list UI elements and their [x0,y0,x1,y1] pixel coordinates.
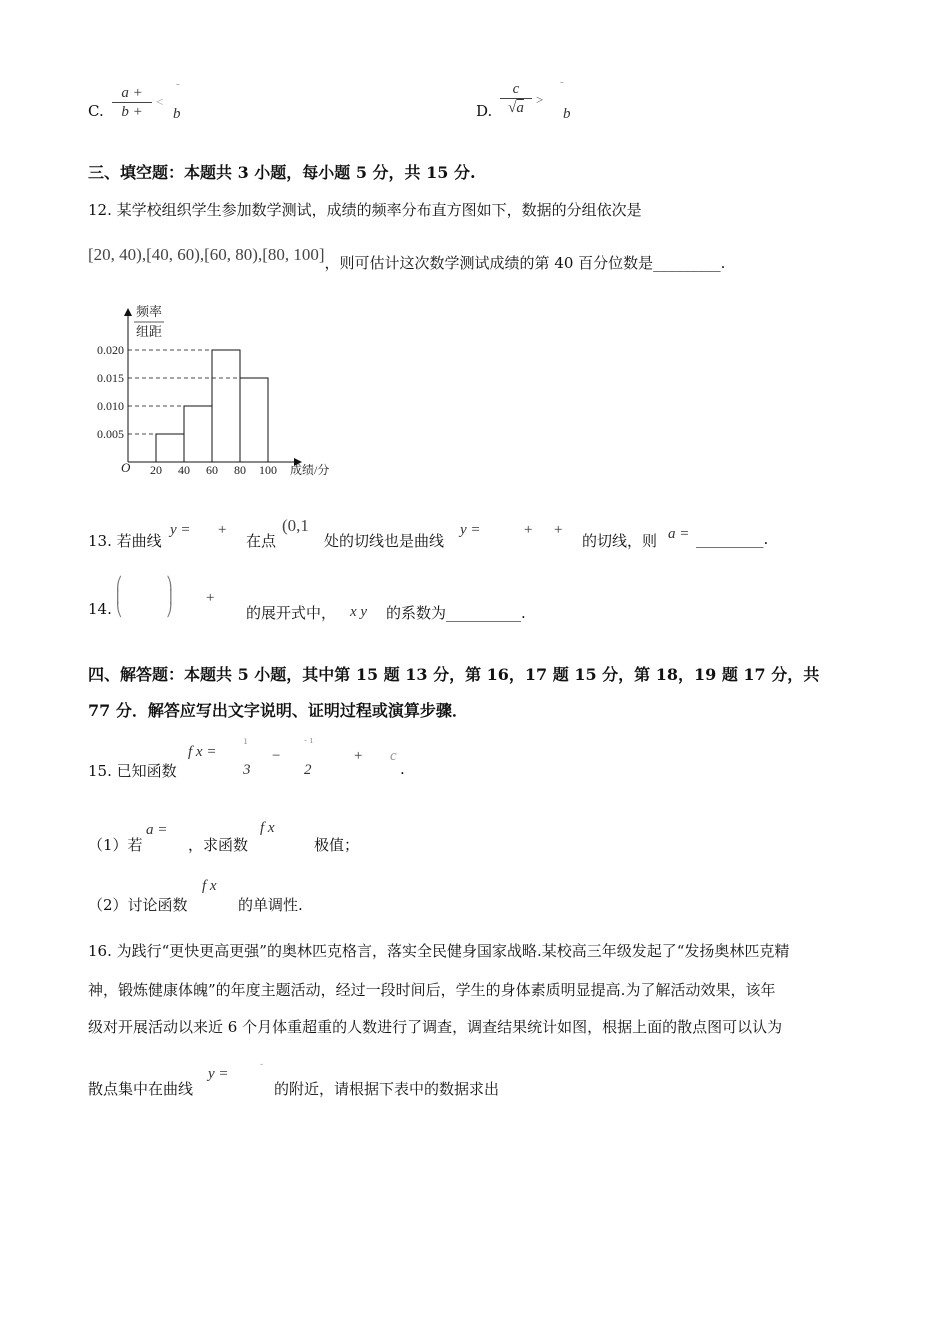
q15-part1-prefix: （1）若 [88,836,143,854]
q13-curve-1: y = [170,522,191,538]
q15 [88,736,788,786]
histogram-chart [88,302,348,482]
x-tick-label: 20 [150,463,162,477]
q14-expansion-text: 的展开式中， [246,604,337,622]
q16-line2: 神，锻炼健康体魄”的年度主题活动，经过一段时间后，学生的身体素质明显提高.为了解活动效果，该年 [88,981,776,999]
section-4-heading-line1: 四、解答题：本题共 5 小题，其中第 15 题 13 分，第 16，17 题 15 分，第 18，19 题 17 分，共 [88,665,820,684]
q13-answer-blank: _________. [696,530,769,548]
histogram-bar [212,350,240,462]
option-d-right-bottom: b [563,106,571,122]
option-c-label: C. [88,102,104,120]
q12-question: ，则可估计这次数学测试成绩的第 40 百分位数是_________. [324,254,726,272]
origin-label: O [121,460,131,475]
q15-prefix: 15. 已知函数 [88,762,177,780]
q13-curve-2: y = [460,522,481,538]
option-d-denominator: √a [508,100,524,116]
q14-answer-blank: 的系数为__________. [386,604,526,622]
section-4-heading-line2: 77 分．解答应写出文字说明、证明过程或演算步骤． [88,701,468,720]
q15-part2-prefix: （2）讨论函数 [88,896,188,914]
q15-minus: − [272,748,281,764]
q14-left-paren-icon: ⎛ ⎜ ⎝ [116,577,123,618]
q15-denominator-2: 2 [304,762,312,778]
q13 [88,516,848,560]
q15-part1-f: f x [260,820,275,836]
q12-line1: 12. 某学校组织学生参加数学测试，成绩的频率分布直方图如下，数据的分组依次是 [88,201,642,219]
option-c-right-bottom: b [173,106,181,122]
option-d-numerator: c [500,80,532,99]
y-tick-label: 0.015 [97,371,124,385]
q16-line3: 级对开展活动以来近 6 个月体重超重的人数进行了调查，调查结果统计如图，根据上面的散点图可以认为 [88,1018,783,1036]
q13-plus-2: + [524,522,533,538]
q12-groups: [20, 40),[40, 60),[60, 80),[80, 100] [88,245,325,264]
q14 [88,576,788,626]
x-tick-label: 100 [259,463,277,477]
q15-part2-f: f x [202,878,217,894]
q16-curve-exponent-icon: - [260,1060,264,1070]
y-axis-label-top: 频率 [136,304,163,319]
option-c-numerator: a + [112,84,152,103]
option-c-relation: < [156,94,164,109]
option-d-label: D. [476,102,493,120]
q15-denominator-1: 3 [243,762,251,778]
histogram-bars [128,350,268,462]
q13-a: a = [668,526,690,542]
q14-xy: x y [350,604,368,620]
q15-plus: + [354,748,363,764]
option-d-relation: > [536,92,544,107]
sqrt-icon: √ [508,100,517,116]
x-tick-label: 80 [234,463,246,477]
q13-at-point: 在点 [246,532,277,550]
q15-function: f x = [188,744,217,760]
q13-point: (0,1 [282,516,309,535]
x-tick-label: 40 [178,463,190,477]
section-3-heading: 三、填空题：本题共 3 小题，每小题 5 分，共 15 分. [88,163,476,182]
histogram-bar [156,434,184,462]
q13-plus-3: + [554,522,563,538]
option-c-denominator: b + [121,104,143,120]
option-c-fraction [112,84,152,121]
y-axis-label-bottom: 组距 [136,324,163,339]
q15-part1 [88,820,588,860]
q15-part1-mid: ，求函数 [188,836,249,854]
q14-right-paren-icon: ⎞ ⎟ ⎠ [166,577,173,618]
q15-part2 [88,878,588,918]
q13-tangent-text: 处的切线也是曲线 [324,532,445,550]
q13-prefix: 13. 若曲线 [88,532,162,550]
q15-fraction-bar-icon-2: - ı [304,736,313,746]
q16-line4 [88,1060,688,1104]
q13-then: 的切线，则 [582,532,658,550]
x-axis-label: 成绩/分 [290,463,330,477]
q15-part1-tail: 极值； [314,836,360,854]
x-tick-label: 60 [206,463,218,477]
q15-fraction-bar-icon: ı [244,736,248,747]
y-tick-label: 0.005 [97,427,124,441]
q16-line1: 16. 为践行“更快更高更强”的奥林匹克格言，落实全民健身国家战略.某校高三年级发起了“发扬奥林匹克精 [88,942,790,960]
option-c-right-top: - [176,78,180,90]
q15-constant: c [390,748,397,764]
q14-prefix: 14. [88,600,112,618]
q16-curve: y = [208,1066,229,1082]
histogram-bar [184,406,212,462]
option-d-right-top: - [560,76,564,88]
q15-end: . [400,760,405,778]
q12-line2 [88,245,726,273]
q14-plus: + [206,590,215,606]
y-tick-label: 0.010 [97,399,124,413]
q16-line4-prefix: 散点集中在曲线 [88,1080,194,1098]
q15-part1-a: a = [146,822,168,838]
y-tick-label: 0.020 [97,343,124,357]
option-d-fraction [500,80,532,117]
q13-plus-1: + [218,522,227,538]
q15-part2-tail: 的单调性. [238,896,303,914]
q16-line4-tail: 的附近，请根据下表中的数据求出 [274,1080,500,1098]
histogram-bar [240,378,268,462]
